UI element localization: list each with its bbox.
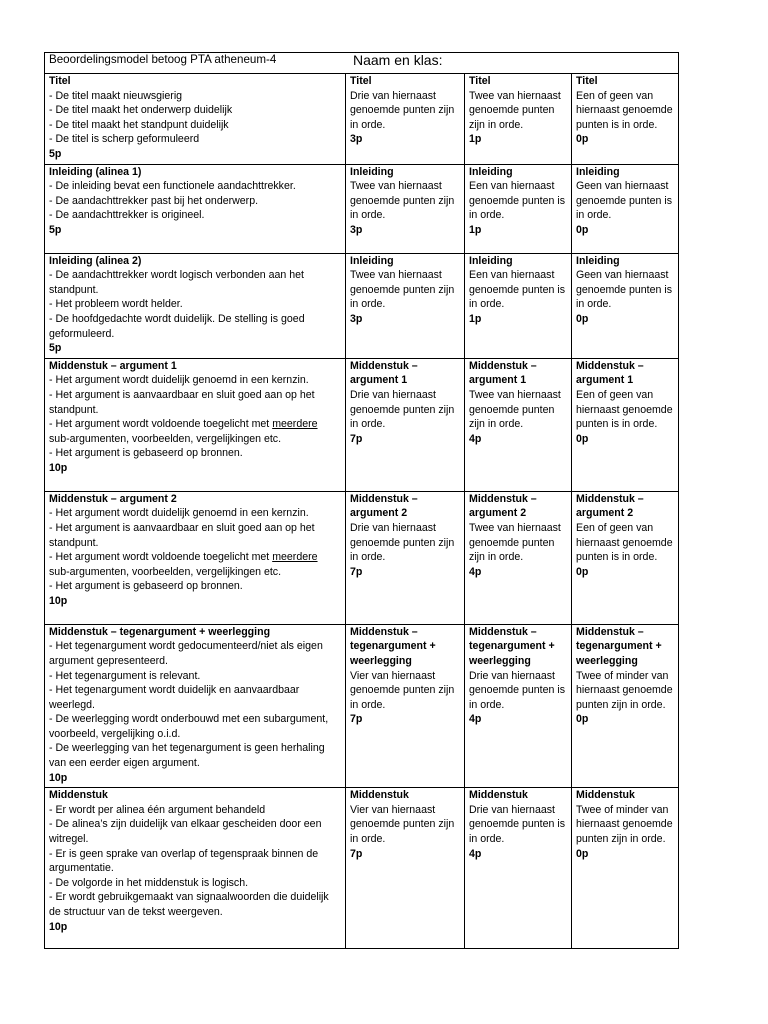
criteria-line: - De weerlegging wordt onderbouwd met een subargument, voorbeeld, vergelijking o.i.d. [49, 713, 329, 740]
underlined-word: meerdere [272, 551, 318, 564]
level-points: 0p [576, 133, 589, 146]
underlined-word: meerdere [272, 418, 318, 431]
table-row [45, 164, 679, 253]
level-cell [465, 788, 572, 949]
criteria-line: - Het argument wordt duidelijk genoemd in een kernzin. [49, 507, 309, 520]
level-heading: Middenstuk – argument 2 [350, 492, 418, 520]
level-points: 1p [469, 133, 482, 146]
level-cell [572, 164, 679, 253]
rubric-table [44, 52, 679, 949]
criteria-line: - Het argument is aanvaardbaar en sluit goed aan op het standpunt. [49, 521, 315, 549]
level-points: 7p [350, 847, 363, 860]
level-text: Geen van hiernaast genoemde punten is in orde. [576, 180, 673, 222]
criteria-line: - De titel is scherp geformuleerd [49, 133, 200, 146]
level-points: 4p [469, 713, 482, 726]
criteria-line: - Het tegenargument is relevant. [49, 669, 201, 682]
level-heading: Titel [350, 75, 372, 87]
level-heading: Titel [469, 75, 491, 87]
criteria-line: - Er wordt per alinea één argument behandeld [49, 803, 266, 816]
criteria-heading: Titel [49, 75, 71, 87]
level-cell [346, 491, 465, 624]
level-points: 0p [576, 713, 589, 726]
level-cell [465, 624, 572, 788]
level-points: 4p [469, 847, 482, 860]
criteria-heading: Middenstuk – argument 1 [49, 359, 177, 372]
level-text: Drie van hiernaast genoemde punten zijn in orde. [350, 388, 455, 431]
level-text: Twee van hiernaast genoemde punten zijn in orde. [350, 180, 455, 222]
level-cell [465, 164, 572, 253]
criteria-line: - De hoofdgedachte wordt duidelijk. De stelling is goed geformuleerd. [49, 312, 305, 340]
level-cell [346, 253, 465, 358]
level-text: Vier van hiernaast genoemde punten zijn in orde. [350, 803, 455, 846]
criteria-heading: Middenstuk – argument 2 [49, 492, 177, 505]
criteria-cell [45, 788, 346, 949]
criteria-line: - De aandachttrekker wordt logisch verbonden aan het standpunt. [49, 269, 304, 296]
level-cell [572, 624, 679, 788]
level-cell [346, 624, 465, 788]
document-title: Beoordelingsmodel betoog PTA atheneum-4 [49, 53, 277, 66]
table-row [45, 624, 679, 788]
level-points: 4p [469, 432, 482, 445]
level-heading: Middenstuk [469, 789, 528, 802]
criteria-points: 10p [49, 771, 68, 784]
level-cell [572, 74, 679, 165]
level-text: Een of geen van hiernaast genoemde punten is in orde. [576, 388, 673, 431]
level-heading: Middenstuk [350, 789, 409, 802]
level-text: Een van hiernaast genoemde punten is in orde. [469, 269, 566, 311]
level-text: Twee van hiernaast genoemde punten zijn in orde. [350, 269, 455, 311]
level-text: Vier van hiernaast genoemde punten zijn in orde. [350, 669, 455, 711]
criteria-line: - De aandachttrekker past bij het onderwerp. [49, 194, 259, 207]
level-cell [465, 491, 572, 624]
level-heading: Inleiding [576, 254, 620, 267]
criteria-cell [45, 253, 346, 358]
level-heading: Titel [576, 75, 598, 87]
level-points: 3p [350, 223, 363, 236]
level-text: Een of geen van hiernaast genoemde punten is in orde. [576, 521, 673, 564]
criteria-line: - De aandachttrekker is origineel. [49, 209, 205, 222]
level-text: Twee of minder van hiernaast genoemde punten zijn in orde. [576, 803, 673, 846]
level-points: 0p [576, 312, 589, 325]
criteria-cell [45, 624, 346, 788]
level-text: Twee van hiernaast genoemde punten zijn in orde. [469, 521, 561, 564]
level-points: 0p [576, 223, 589, 236]
criteria-text: - Het argument wordt voldoende toegelicht met [49, 551, 273, 564]
criteria-line: - De inleiding bevat een functionele aandachttrekker. [49, 180, 296, 193]
criteria-heading: Middenstuk – tegenargument + weerlegging [49, 625, 271, 638]
level-points: 0p [576, 565, 589, 578]
level-text: Drie van hiernaast genoemde punten zijn in orde. [350, 89, 455, 131]
criteria-cell [45, 491, 346, 624]
level-heading: Middenstuk – argument 2 [576, 492, 644, 520]
level-cell [346, 74, 465, 165]
criteria-line: - Het probleem wordt helder. [49, 298, 183, 311]
criteria-line: - Het argument is aanvaardbaar en sluit goed aan op het standpunt. [49, 388, 315, 416]
table-row [45, 491, 679, 624]
criteria-line: - De alinea’s zijn duidelijk van elkaar gescheiden door een witregel. [49, 818, 322, 846]
level-cell [346, 164, 465, 253]
level-heading: Middenstuk – argument 2 [469, 492, 537, 520]
level-points: 0p [576, 432, 589, 445]
level-points: 7p [350, 432, 363, 445]
level-points: 1p [469, 312, 482, 325]
level-heading: Middenstuk – tegenargument + weerlegging [469, 625, 555, 667]
criteria-line-underline [49, 550, 341, 579]
level-text: Een van hiernaast genoemde punten is in orde. [469, 180, 566, 222]
criteria-line: - De weerlegging van het tegenargument is geen herhaling van een eerder eigen argument. [49, 742, 325, 770]
criteria-points: 10p [49, 920, 68, 933]
level-heading: Inleiding [576, 165, 620, 178]
criteria-heading: Inleiding (alinea 2) [49, 254, 142, 267]
criteria-line: - Het argument wordt duidelijk genoemd in een kernzin. [49, 374, 309, 387]
level-heading: Middenstuk – tegenargument + weerlegging [576, 625, 662, 667]
level-text: Geen van hiernaast genoemde punten is in orde. [576, 269, 673, 311]
table-row [45, 788, 679, 949]
level-cell [346, 358, 465, 491]
level-points: 7p [350, 565, 363, 578]
criteria-line: - De titel maakt het onderwerp duidelijk [49, 104, 233, 117]
level-points: 3p [350, 133, 363, 146]
header-row [45, 53, 679, 74]
table-row [45, 74, 679, 165]
level-points: 4p [469, 565, 482, 578]
level-text: Drie van hiernaast genoemde punten is in orde. [469, 803, 566, 846]
level-cell [572, 358, 679, 491]
level-points: 0p [576, 847, 589, 860]
level-heading: Middenstuk [576, 789, 635, 802]
table-row [45, 358, 679, 491]
criteria-line: - Het argument is gebaseerd op bronnen. [49, 447, 243, 460]
level-heading: Inleiding [469, 254, 513, 267]
level-text: Twee van hiernaast genoemde punten zijn in orde. [469, 388, 561, 431]
criteria-line: - Het argument is gebaseerd op bronnen. [49, 580, 243, 593]
criteria-line: - Het tegenargument wordt gedocumenteerd/niet als eigen argument gepresenteerd. [49, 640, 323, 667]
level-heading: Middenstuk – argument 1 [576, 359, 644, 387]
level-cell [465, 358, 572, 491]
level-heading: Middenstuk – tegenargument + weerlegging [350, 625, 436, 667]
criteria-line: - Het tegenargument wordt duidelijk en aanvaardbaar weerlegd. [49, 684, 300, 711]
criteria-points: 5p [49, 223, 62, 236]
level-points: 7p [350, 713, 363, 726]
criteria-points: 5p [49, 147, 62, 160]
criteria-text: sub-argumenten, voorbeelden, vergelijkingen etc. [49, 432, 282, 445]
level-heading: Middenstuk – argument 1 [350, 359, 418, 387]
criteria-points: 5p [49, 342, 62, 355]
level-heading: Inleiding [350, 254, 394, 267]
level-text: Drie van hiernaast genoemde punten is in orde. [469, 669, 566, 711]
criteria-line-underline [49, 417, 341, 446]
criteria-line: - De volgorde in het middenstuk is logisch. [49, 876, 249, 889]
criteria-line: - De titel maakt het standpunt duidelijk [49, 118, 229, 131]
level-heading: Inleiding [350, 165, 394, 178]
criteria-points: 10p [49, 461, 68, 474]
criteria-line: - Er wordt gebruikgemaakt van signaalwoorden die duidelijk de structuur van de tekst weergeven. [49, 891, 329, 918]
criteria-cell [45, 358, 346, 491]
level-points: 3p [350, 312, 363, 325]
level-cell [346, 788, 465, 949]
level-text: Drie van hiernaast genoemde punten zijn in orde. [350, 521, 455, 564]
level-text: Twee of minder van hiernaast genoemde punten zijn in orde. [576, 669, 673, 711]
level-cell [572, 491, 679, 624]
header-cell [45, 53, 679, 74]
criteria-heading: Inleiding (alinea 1) [49, 165, 142, 178]
criteria-text: sub-argumenten, voorbeelden, vergelijkingen etc. [49, 565, 282, 578]
level-heading: Inleiding [469, 165, 513, 178]
criteria-text: - Het argument wordt voldoende toegelicht met [49, 418, 273, 431]
level-points: 1p [469, 223, 482, 236]
criteria-cell [45, 74, 346, 165]
level-text: Twee van hiernaast genoemde punten zijn in orde. [469, 89, 561, 131]
criteria-line: - De titel maakt nieuwsgierig [49, 89, 183, 102]
criteria-line: - Er is geen sprake van overlap of tegenspraak binnen de argumentatie. [49, 847, 319, 875]
level-cell [572, 788, 679, 949]
level-cell [572, 253, 679, 358]
criteria-points: 10p [49, 594, 68, 607]
criteria-heading: Middenstuk [49, 789, 108, 802]
level-heading: Middenstuk – argument 1 [469, 359, 537, 387]
criteria-cell [45, 164, 346, 253]
level-text: Een of geen van hiernaast genoemde punten is in orde. [576, 89, 673, 131]
level-cell [465, 74, 572, 165]
level-cell [465, 253, 572, 358]
name-class-label: Naam en klas: [353, 52, 443, 68]
table-row [45, 253, 679, 358]
